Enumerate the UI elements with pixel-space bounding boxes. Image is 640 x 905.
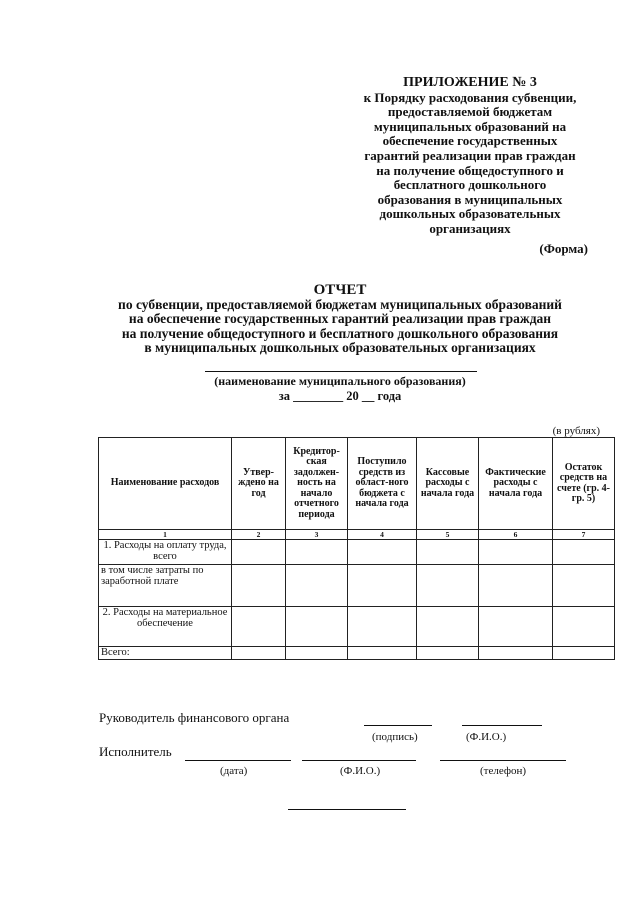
column-header: Остаток средств на счете (гр. 4-гр. 5) [553, 438, 615, 530]
phone-caption: (телефон) [480, 765, 527, 777]
date-field[interactable] [185, 760, 291, 761]
appendix-block [340, 76, 600, 237]
signature-caption: (подпись) [372, 731, 418, 743]
table-cell[interactable] [553, 647, 615, 660]
table-cell[interactable] [286, 607, 348, 647]
column-header: Фактические расходы с начала года [479, 438, 553, 530]
table-cell[interactable] [286, 647, 348, 660]
table-cell[interactable] [553, 565, 615, 607]
form-label: (Форма) [539, 241, 588, 256]
table-cell[interactable] [232, 540, 286, 565]
table-cell[interactable] [553, 540, 615, 565]
table-cell[interactable] [232, 565, 286, 607]
appendix-title: ПРИЛОЖЕНИЕ № 3 [403, 75, 537, 90]
table-cell[interactable] [232, 607, 286, 647]
signature-field[interactable] [364, 725, 432, 726]
report-heading [40, 283, 640, 355]
phone-field[interactable] [440, 760, 566, 761]
executor-fio-field[interactable] [302, 760, 416, 761]
table-cell[interactable] [348, 565, 417, 607]
column-header: Наименование расходов [99, 438, 232, 530]
table-cell[interactable] [348, 647, 417, 660]
appendix-line: гарантий реализации прав граждан [364, 147, 576, 163]
column-number: 6 [479, 530, 553, 540]
table-cell[interactable] [417, 565, 479, 607]
column-number: 4 [348, 530, 417, 540]
row-label: в том числе затраты по заработной плате [99, 565, 232, 607]
column-number: 5 [417, 530, 479, 540]
table-cell[interactable] [417, 647, 479, 660]
table-cell[interactable] [479, 607, 553, 647]
row-label: 1. Расходы на оплату труда, всего [99, 540, 232, 565]
column-number: 1 [99, 530, 232, 540]
table-cell[interactable] [417, 607, 479, 647]
table-cell[interactable] [479, 540, 553, 565]
fio-caption: (Ф.И.О.) [466, 731, 507, 743]
appendix-line: образования в муниципальных [377, 191, 563, 207]
head-label: Руководитель финансового органа [99, 710, 290, 725]
table-row [99, 540, 615, 565]
table-cell[interactable] [479, 565, 553, 607]
appendix-line: бесплатного дошкольного [393, 177, 547, 193]
report-period: за ________ 20 __ года [278, 389, 402, 403]
report-subtitle-line: по субвенции, предоставляемой бюджетам муниципальных образований [118, 297, 562, 313]
table-header-row [99, 438, 615, 530]
column-number: 7 [553, 530, 615, 540]
report-subtitle-line: на обеспечение государственных гарантий реализации прав граждан [128, 311, 552, 327]
row-label: Всего: [99, 647, 232, 660]
table-cell[interactable] [553, 607, 615, 647]
date-caption: (дата) [220, 765, 248, 777]
column-header: Утвер-ждено на год [232, 438, 286, 530]
table-cell[interactable] [286, 540, 348, 565]
appendix-line: муниципальных образований на [373, 118, 567, 134]
appendix-line: дошкольных образовательных [379, 206, 561, 222]
executor-label: Исполнитель [99, 744, 172, 759]
row-label: 2. Расходы на материальное обеспечение [99, 607, 232, 647]
appendix-line: предоставляемой бюджетам [387, 104, 553, 120]
appendix-line: организациях [429, 220, 511, 236]
fio-caption: (Ф.И.О.) [340, 765, 381, 777]
appendix-line: к Порядку расходования субвенции, [363, 89, 577, 105]
table-cell[interactable] [348, 540, 417, 565]
table-cell[interactable] [232, 647, 286, 660]
report-subtitle-line: на получение общедоступного и бесплатного дошкольного образования [121, 325, 559, 341]
table-row [99, 647, 615, 660]
table-cell[interactable] [417, 540, 479, 565]
table-row [99, 565, 615, 607]
appendix-line: на получение общедоступного и [376, 162, 564, 178]
table-cell[interactable] [348, 607, 417, 647]
column-number: 2 [232, 530, 286, 540]
column-number-row [99, 530, 615, 540]
table-cell[interactable] [286, 565, 348, 607]
head-fio-field[interactable] [462, 725, 542, 726]
units-label: (в рублях) [552, 425, 600, 437]
table-row [99, 607, 615, 647]
column-header: Кредитор-ская задолжен-ность на начало отчетного периода [286, 438, 348, 530]
divider-line [288, 809, 406, 810]
column-header: Кассовые расходы с начала года [417, 438, 479, 530]
column-header: Поступило средств из област-ного бюджета с начала года [348, 438, 417, 530]
table-cell[interactable] [479, 647, 553, 660]
municipality-caption: (наименование муниципального образования) [214, 374, 466, 388]
report-title: ОТЧЕТ [313, 282, 367, 298]
column-number: 3 [286, 530, 348, 540]
appendix-line: обеспечение государственных [382, 133, 558, 149]
municipality-name-field[interactable] [205, 371, 477, 372]
report-subtitle-line: в муниципальных дошкольных образовательных организациях [144, 339, 536, 355]
report-table [98, 437, 615, 660]
